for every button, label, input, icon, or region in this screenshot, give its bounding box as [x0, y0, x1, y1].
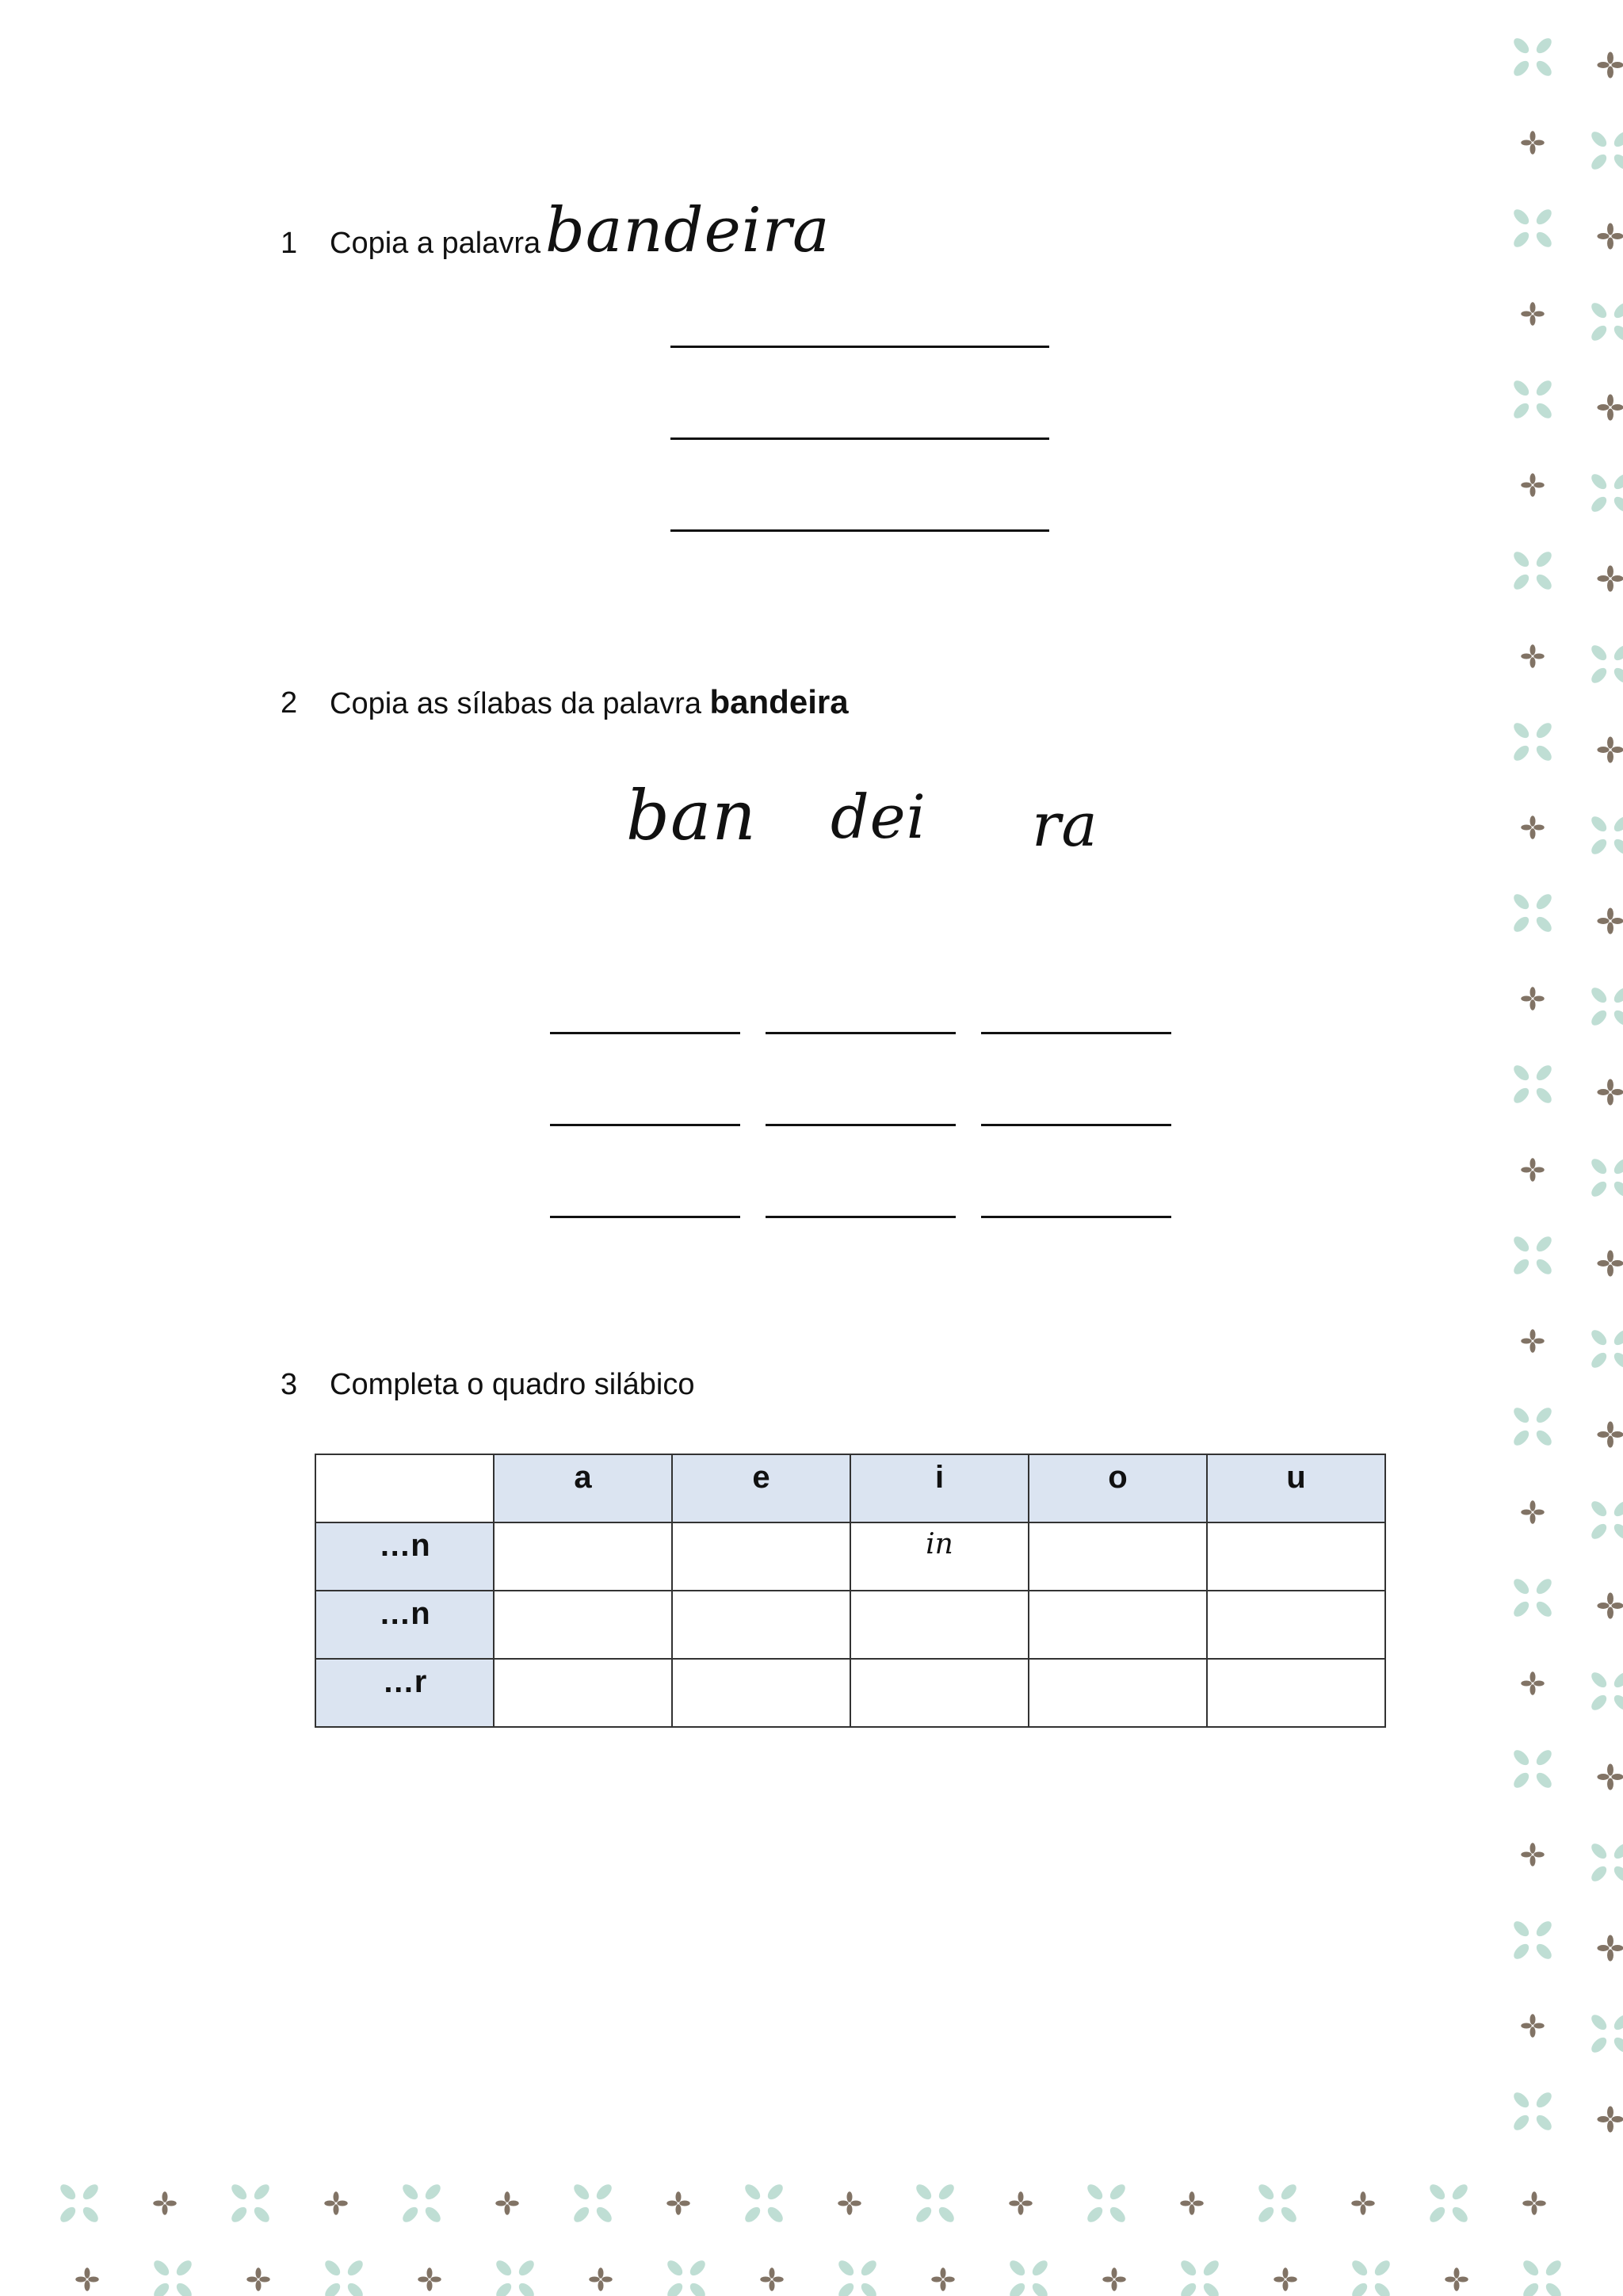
flower-ornament-icon [75, 2267, 98, 2290]
flower-ornament-icon [1597, 1250, 1623, 1276]
flower-ornament-icon [1522, 2191, 1545, 2214]
leaf-ornament-icon [1511, 1576, 1554, 1619]
exercise-2-instruction [330, 683, 849, 721]
flower-ornament-icon [418, 2267, 441, 2290]
table-cell[interactable] [1029, 1659, 1207, 1727]
table-cell[interactable] [672, 1522, 850, 1591]
leaf-ornament-icon [1178, 2258, 1221, 2296]
leaf-ornament-icon [1350, 2258, 1392, 2296]
exercise-1-number: 1 [281, 227, 298, 260]
leaf-ornament-icon [1511, 1234, 1554, 1277]
flower-ornament-icon [1521, 302, 1544, 325]
decorative-border-bottom [0, 2172, 1623, 2296]
flower-ornament-icon [666, 2191, 689, 2214]
decorative-border-right [1499, 0, 1623, 2296]
flower-ornament-icon [589, 2267, 612, 2290]
leaf-ornament-icon [1511, 1748, 1554, 1790]
table-row [315, 1522, 1385, 1591]
leaf-ornament-icon [1511, 1063, 1554, 1106]
syllable-line[interactable] [766, 1124, 956, 1126]
table-cell[interactable] [494, 1522, 672, 1591]
table-cell[interactable] [1207, 1591, 1385, 1659]
syllable-line[interactable] [766, 1032, 956, 1034]
leaf-ornament-icon [1589, 2012, 1623, 2055]
exercise-1-cursive-word: bandeira [545, 195, 831, 266]
flower-ornament-icon [324, 2191, 347, 2214]
leaf-ornament-icon [1589, 1499, 1623, 1541]
exercise-2-bold-word: bandeira [709, 683, 849, 720]
flower-ornament-icon [1521, 816, 1544, 839]
leaf-ornament-icon [1589, 1328, 1623, 1370]
column-header-e: e [672, 1454, 850, 1522]
flower-ornament-icon [495, 2191, 518, 2214]
flower-ornament-icon [838, 2191, 861, 2214]
leaf-ornament-icon [1589, 472, 1623, 514]
flower-ornament-icon [1597, 736, 1623, 762]
syllable-ban: ban [626, 777, 757, 856]
leaf-ornament-icon [665, 2258, 708, 2296]
flower-ornament-icon [1180, 2191, 1203, 2214]
flower-ornament-icon [1597, 1421, 1623, 1447]
flower-ornament-icon [1521, 1843, 1544, 1866]
table-corner-cell [315, 1454, 494, 1522]
flower-ornament-icon [1445, 2267, 1468, 2290]
flower-ornament-icon [1521, 644, 1544, 667]
leaf-ornament-icon [1007, 2258, 1050, 2296]
table-row [315, 1591, 1385, 1659]
flower-ornament-icon [1597, 907, 1623, 934]
exercise-2-instruction-text: Copia as sílabas da palavra [330, 687, 701, 720]
flower-ornament-icon [1597, 565, 1623, 591]
leaf-ornament-icon [1521, 2258, 1564, 2296]
flower-ornament-icon [1521, 1158, 1544, 1181]
syllable-line[interactable] [550, 1216, 740, 1218]
table-cell-prefilled[interactable]: in [850, 1522, 1029, 1591]
table-cell[interactable] [494, 1659, 672, 1727]
leaf-ornament-icon [1511, 36, 1554, 78]
leaf-ornament-icon [1589, 985, 1623, 1028]
flower-ornament-icon [1597, 1592, 1623, 1618]
table-cell[interactable] [1029, 1591, 1207, 1659]
flower-ornament-icon [1597, 223, 1623, 249]
column-header-i: i [850, 1454, 1029, 1522]
syllable-ra: ra [1032, 789, 1098, 860]
leaf-ornament-icon [58, 2182, 101, 2225]
flower-ornament-icon [1521, 987, 1544, 1010]
table-row [315, 1659, 1385, 1727]
leaf-ornament-icon [1511, 1919, 1554, 1962]
syllable-dei: dei [831, 781, 926, 852]
leaf-ornament-icon [1589, 1670, 1623, 1713]
syllable-line[interactable] [550, 1032, 740, 1034]
leaf-ornament-icon [1511, 1405, 1554, 1448]
table-header-row [315, 1454, 1385, 1522]
leaf-ornament-icon [229, 2182, 272, 2225]
syllable-line[interactable] [981, 1124, 1171, 1126]
table-cell[interactable] [850, 1659, 1029, 1727]
exercise-3-number: 3 [281, 1368, 298, 1401]
leaf-ornament-icon [1589, 1156, 1623, 1199]
leaf-ornament-icon [1589, 300, 1623, 343]
flower-ornament-icon [931, 2267, 954, 2290]
leaf-ornament-icon [1427, 2182, 1470, 2225]
writing-line[interactable] [670, 437, 1049, 440]
leaf-ornament-icon [1589, 814, 1623, 857]
table-cell[interactable] [850, 1591, 1029, 1659]
leaf-ornament-icon [1085, 2182, 1128, 2225]
syllable-table [315, 1454, 1386, 1728]
flower-ornament-icon [1597, 1079, 1623, 1105]
column-header-u: u [1207, 1454, 1385, 1522]
flower-ornament-icon [1351, 2191, 1374, 2214]
syllable-line[interactable] [981, 1032, 1171, 1034]
leaf-ornament-icon [1511, 720, 1554, 763]
flower-ornament-icon [1102, 2267, 1125, 2290]
row-header: …r [315, 1659, 494, 1727]
leaf-ornament-icon [571, 2182, 614, 2225]
flower-ornament-icon [1521, 473, 1544, 496]
writing-line[interactable] [670, 529, 1049, 532]
leaf-ornament-icon [323, 2258, 365, 2296]
syllable-line[interactable] [981, 1216, 1171, 1218]
leaf-ornament-icon [1589, 1841, 1623, 1884]
row-header: …n [315, 1522, 494, 1591]
flower-ornament-icon [246, 2267, 269, 2290]
flower-ornament-icon [1597, 394, 1623, 420]
leaf-ornament-icon [1256, 2182, 1299, 2225]
flower-ornament-icon [1597, 2106, 1623, 2132]
flower-ornament-icon [1521, 1671, 1544, 1694]
flower-ornament-icon [1597, 1763, 1623, 1790]
exercise-2-number: 2 [281, 686, 298, 720]
flower-ornament-icon [1521, 2014, 1544, 2037]
column-header-o: o [1029, 1454, 1207, 1522]
leaf-ornament-icon [1589, 129, 1623, 172]
leaf-ornament-icon [1511, 207, 1554, 250]
exercise-1-instruction: Copia a palavra [330, 227, 541, 260]
syllable-line[interactable] [766, 1216, 956, 1218]
leaf-ornament-icon [494, 2258, 537, 2296]
flower-ornament-icon [1521, 1500, 1544, 1523]
flower-ornament-icon [1521, 1329, 1544, 1352]
leaf-ornament-icon [1511, 378, 1554, 421]
flower-ornament-icon [1009, 2191, 1032, 2214]
flower-ornament-icon [1597, 52, 1623, 78]
flower-ornament-icon [153, 2191, 176, 2214]
leaf-ornament-icon [914, 2182, 957, 2225]
leaf-ornament-icon [1511, 892, 1554, 934]
exercise-3-instruction: Completa o quadro silábico [330, 1368, 695, 1401]
table-cell[interactable] [1207, 1659, 1385, 1727]
column-header-a: a [494, 1454, 672, 1522]
leaf-ornament-icon [1589, 643, 1623, 686]
flower-ornament-icon [1274, 2267, 1296, 2290]
leaf-ornament-icon [836, 2258, 879, 2296]
row-header: …n [315, 1591, 494, 1659]
writing-line[interactable] [670, 346, 1049, 348]
leaf-ornament-icon [400, 2182, 443, 2225]
syllable-line[interactable] [550, 1124, 740, 1126]
table-cell[interactable] [672, 1659, 850, 1727]
table-cell[interactable] [672, 1591, 850, 1659]
leaf-ornament-icon [1511, 549, 1554, 592]
flower-ornament-icon [1597, 1935, 1623, 1961]
leaf-ornament-icon [743, 2182, 785, 2225]
flower-ornament-icon [760, 2267, 783, 2290]
table-cell[interactable] [494, 1591, 672, 1659]
table-cell[interactable] [1207, 1522, 1385, 1591]
leaf-ornament-icon [1511, 2090, 1554, 2133]
flower-ornament-icon [1521, 131, 1544, 154]
table-cell[interactable] [1029, 1522, 1207, 1591]
leaf-ornament-icon [151, 2258, 194, 2296]
